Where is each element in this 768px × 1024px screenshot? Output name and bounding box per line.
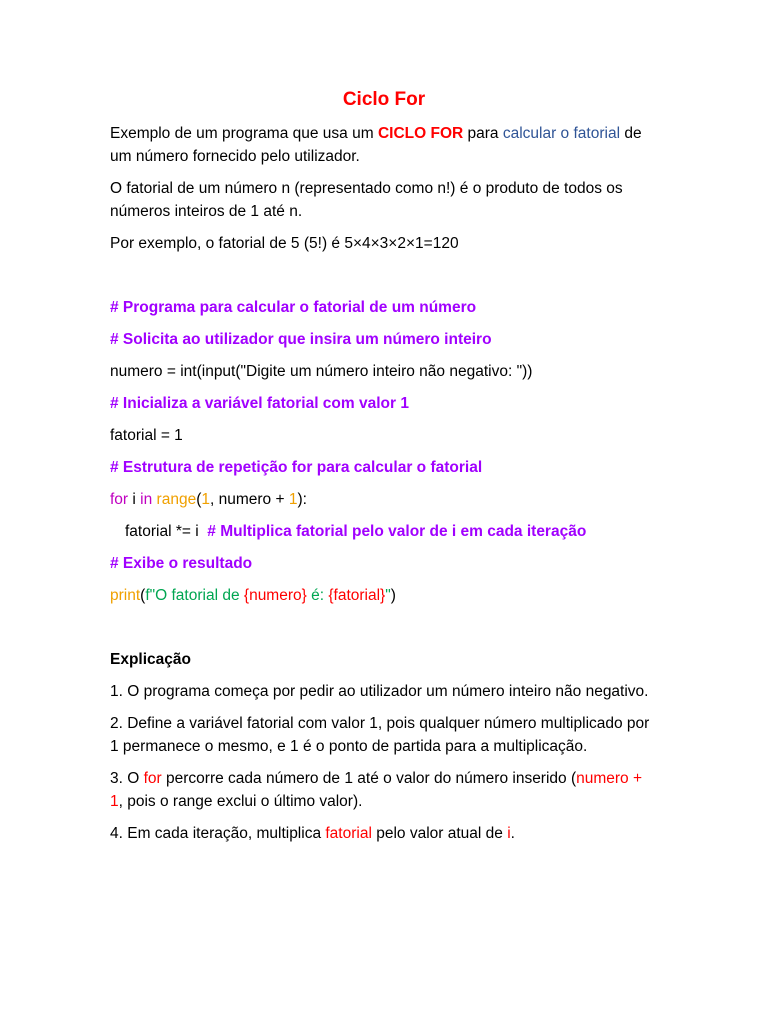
explanation-item-3	[110, 767, 655, 813]
explanation-item-3-text-a: 3. O	[110, 770, 144, 787]
code-print-fstring-end: "	[385, 587, 391, 604]
code-line-for	[110, 488, 655, 511]
code-line-fatorial-init: fatorial = 1	[110, 427, 183, 444]
code-line-print	[110, 584, 655, 607]
code-print-fstring-start: f"O fatorial de	[145, 587, 244, 604]
spacer	[110, 264, 655, 296]
explanation-item-3-for: for	[143, 770, 162, 787]
code-range-one-2: 1	[288, 491, 298, 508]
explanation-item-4-text-a: 4. Em cada iteração, multiplica	[110, 825, 326, 842]
intro-paragraph-2: O fatorial de um número n (representado como n!) é o produto de todos os números inteiros de 1 até n.	[110, 180, 623, 220]
explanation-item-3-expr: numero + 1	[110, 770, 643, 810]
code-for-keyword: for	[110, 491, 129, 508]
explanation-heading: Explicação	[110, 651, 191, 668]
code-range-one: 1	[201, 491, 210, 508]
intro-text-after: de um número fornecido pelo utilizador.	[110, 125, 642, 165]
code-print-fstring-mid: é:	[306, 587, 329, 604]
code-in-keyword: in	[140, 491, 153, 508]
intro-link-text: calcular o fatorial	[502, 125, 621, 142]
code-for-var: i	[128, 491, 141, 508]
code-body-statement: fatorial *= i	[125, 523, 208, 540]
code-print-open: (	[140, 587, 146, 604]
code-print-close: )	[390, 587, 396, 604]
document-page	[110, 86, 655, 854]
explanation-item-3-text-c: , pois o range exclui o último valor).	[118, 793, 363, 810]
intro-highlight: CICLO FOR	[377, 125, 464, 142]
code-line-for-body	[110, 520, 655, 543]
code-range-mid: , numero +	[209, 491, 289, 508]
code-comment-4: # Estrutura de repetição for para calcular o fatorial	[110, 459, 483, 476]
code-range-open: (	[196, 491, 202, 508]
code-print-var-numero: {numero}	[243, 587, 307, 604]
code-range-function: range	[152, 491, 197, 508]
explanation-item-4-i: i	[507, 825, 511, 842]
explanation-item-4-text-c: .	[510, 825, 515, 842]
explanation-item-4	[110, 822, 655, 845]
intro-paragraph-3: Por exemplo, o fatorial de 5 (5!) é 5×4×3×2×1=120	[110, 235, 459, 252]
explanation-item-1: 1. O programa começa por pedir ao utilizador um número inteiro não negativo.	[110, 683, 649, 700]
intro-text-middle: para	[463, 125, 503, 142]
code-comment-3: # Inicializa a variável fatorial com valor 1	[110, 395, 409, 412]
spacer	[110, 616, 655, 648]
explanation-item-4-var: fatorial	[325, 825, 372, 842]
code-body-comment: # Multiplica fatorial pelo valor de i em cada iteração	[207, 523, 587, 540]
explanation-item-2: 2. Define a variável fatorial com valor 1, pois qualquer número multiplicado por 1 permanece o mesmo, e 1 é o ponto de partida para a multiplicação.	[110, 715, 650, 755]
code-print-var-fatorial: {fatorial}	[328, 587, 386, 604]
explanation-item-3-text-b: percorre cada número de 1 até o valor do número inserido (	[161, 770, 577, 787]
code-range-close: ):	[297, 491, 307, 508]
code-line-input: numero = int(input("Digite um número inteiro não negativo: "))	[110, 363, 533, 380]
code-comment-2: # Solicita ao utilizador que insira um número inteiro	[110, 331, 492, 348]
page-title: Ciclo For	[342, 89, 426, 110]
intro-text-before: Exemplo de um programa que usa um	[110, 125, 378, 142]
code-comment-5: # Exibe o resultado	[110, 555, 253, 572]
code-print-function: print	[110, 587, 141, 604]
intro-paragraph-1	[110, 122, 655, 168]
explanation-item-4-text-b: pelo valor atual de	[371, 825, 508, 842]
code-comment-1: # Programa para calcular o fatorial de um número	[110, 299, 477, 316]
